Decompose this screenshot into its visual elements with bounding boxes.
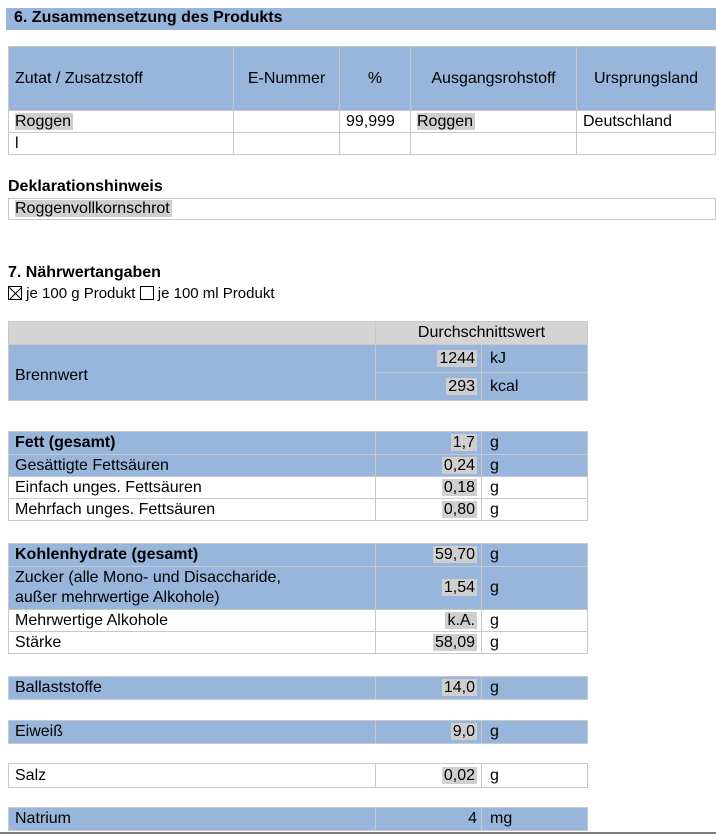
carbs-total-value[interactable]: 59,70 (376, 544, 482, 567)
table-row (9, 677, 588, 700)
section-6-title: 6. Zusammensetzung des Produkts (6, 8, 716, 30)
percent-cell[interactable] (340, 133, 411, 155)
raw-material-cell[interactable]: Roggen (411, 111, 577, 133)
average-value-header: Durchschnittswert (376, 322, 588, 345)
fat-table (8, 431, 588, 521)
protein-value[interactable]: 9,0 (376, 721, 482, 744)
ingredient-cell[interactable]: l (9, 133, 234, 155)
composition-header-row (9, 47, 716, 111)
energy-kcal-value-cell[interactable]: 293 (376, 373, 482, 401)
declaration-value: Roggenvollkornschrot (15, 200, 170, 217)
salt-label: Salz (9, 764, 376, 788)
mono-fat-value[interactable]: 0,18 (376, 477, 482, 499)
energy-label: Brennwert (9, 345, 376, 401)
e-number-cell[interactable] (234, 111, 340, 133)
col-header-percent: % (340, 47, 411, 111)
carbs-total-label: Kohlenhydrate (gesamt) (9, 544, 376, 567)
salt-unit: g (482, 764, 588, 788)
col-header-ingredient: Zutat / Zusatzstoff (9, 47, 234, 111)
protein-unit: g (482, 721, 588, 744)
sugar-label: Zucker (alle Mono- und Disaccharide, außer mehrwertige Alkohole) (9, 567, 376, 610)
table-row (9, 721, 588, 744)
mono-fat-label: Einfach unges. Fettsäuren (9, 477, 376, 499)
origin-cell[interactable] (577, 133, 716, 155)
declaration-title: Deklarationshinweis (8, 178, 163, 195)
fiber-value[interactable]: 14,0 (376, 677, 482, 700)
table-row (9, 544, 588, 567)
fiber-unit: g (482, 677, 588, 700)
sodium-label: Natrium (9, 808, 376, 831)
unit-options (8, 285, 275, 302)
sodium-unit: mg (482, 808, 588, 831)
per-100g-checkbox[interactable] (8, 286, 22, 300)
per-100ml-label: je 100 ml Produkt (157, 285, 275, 302)
fat-total-label: Fett (gesamt) (9, 432, 376, 455)
col-header-e-number: E-Nummer (234, 47, 340, 111)
energy-kcal-unit: kcal (482, 373, 588, 401)
saturated-fat-label: Gesättigte Fettsäuren (9, 455, 376, 477)
origin-cell[interactable]: Deutschland (577, 111, 716, 133)
salt-table (8, 763, 588, 788)
composition-table (8, 46, 716, 155)
poly-fat-value[interactable]: 0,80 (376, 499, 482, 521)
table-row (9, 477, 588, 499)
declaration-field[interactable] (8, 198, 716, 220)
starch-unit: g (482, 632, 588, 654)
table-row (9, 567, 588, 610)
fat-total-value[interactable]: 1,7 (376, 432, 482, 455)
section-7-title: 7. Nährwertangaben (8, 264, 161, 281)
energy-kj-unit: kJ (482, 345, 588, 373)
poly-fat-label: Mehrfach unges. Fettsäuren (9, 499, 376, 521)
starch-label: Stärke (9, 632, 376, 654)
energy-kj-value-cell[interactable]: 1244 (376, 345, 482, 373)
polyols-value[interactable]: k.A. (376, 610, 482, 632)
sodium-value[interactable]: 4 (376, 808, 482, 831)
protein-table (8, 720, 588, 744)
carbs-table (8, 543, 588, 654)
table-row (9, 764, 588, 788)
energy-kj-row (9, 345, 588, 373)
table-row (9, 432, 588, 455)
fiber-table (8, 676, 588, 700)
header-empty-cell (9, 322, 376, 345)
starch-value[interactable]: 58,09 (376, 632, 482, 654)
polyols-unit: g (482, 610, 588, 632)
ingredient-cell[interactable]: Roggen (9, 111, 234, 133)
sugar-unit: g (482, 567, 588, 610)
fiber-label: Ballaststoffe (9, 677, 376, 700)
energy-table (8, 321, 588, 401)
saturated-fat-unit: g (482, 455, 588, 477)
carbs-total-unit: g (482, 544, 588, 567)
e-number-cell[interactable] (234, 133, 340, 155)
raw-material-cell[interactable] (411, 133, 577, 155)
table-row (9, 808, 588, 831)
saturated-fat-value[interactable]: 0,24 (376, 455, 482, 477)
poly-fat-unit: g (482, 499, 588, 521)
per-100ml-checkbox[interactable] (140, 286, 154, 300)
sodium-table (8, 807, 588, 831)
table-row (9, 133, 716, 155)
col-header-origin: Ursprungsland (577, 47, 716, 111)
bottom-rule (0, 832, 716, 834)
protein-label: Eiweiß (9, 721, 376, 744)
table-row (9, 632, 588, 654)
table-row (9, 499, 588, 521)
salt-value[interactable]: 0,02 (376, 764, 482, 788)
table-row (9, 610, 588, 632)
mono-fat-unit: g (482, 477, 588, 499)
sugar-value[interactable]: 1,54 (376, 567, 482, 610)
table-row (9, 111, 716, 133)
table-row (9, 455, 588, 477)
per-100g-label: je 100 g Produkt (26, 285, 136, 302)
col-header-raw-material: Ausgangsrohstoff (411, 47, 577, 111)
polyols-label: Mehrwertige Alkohole (9, 610, 376, 632)
nutrition-header-row (9, 322, 588, 345)
percent-cell[interactable]: 99,999 (340, 111, 411, 133)
fat-total-unit: g (482, 432, 588, 455)
